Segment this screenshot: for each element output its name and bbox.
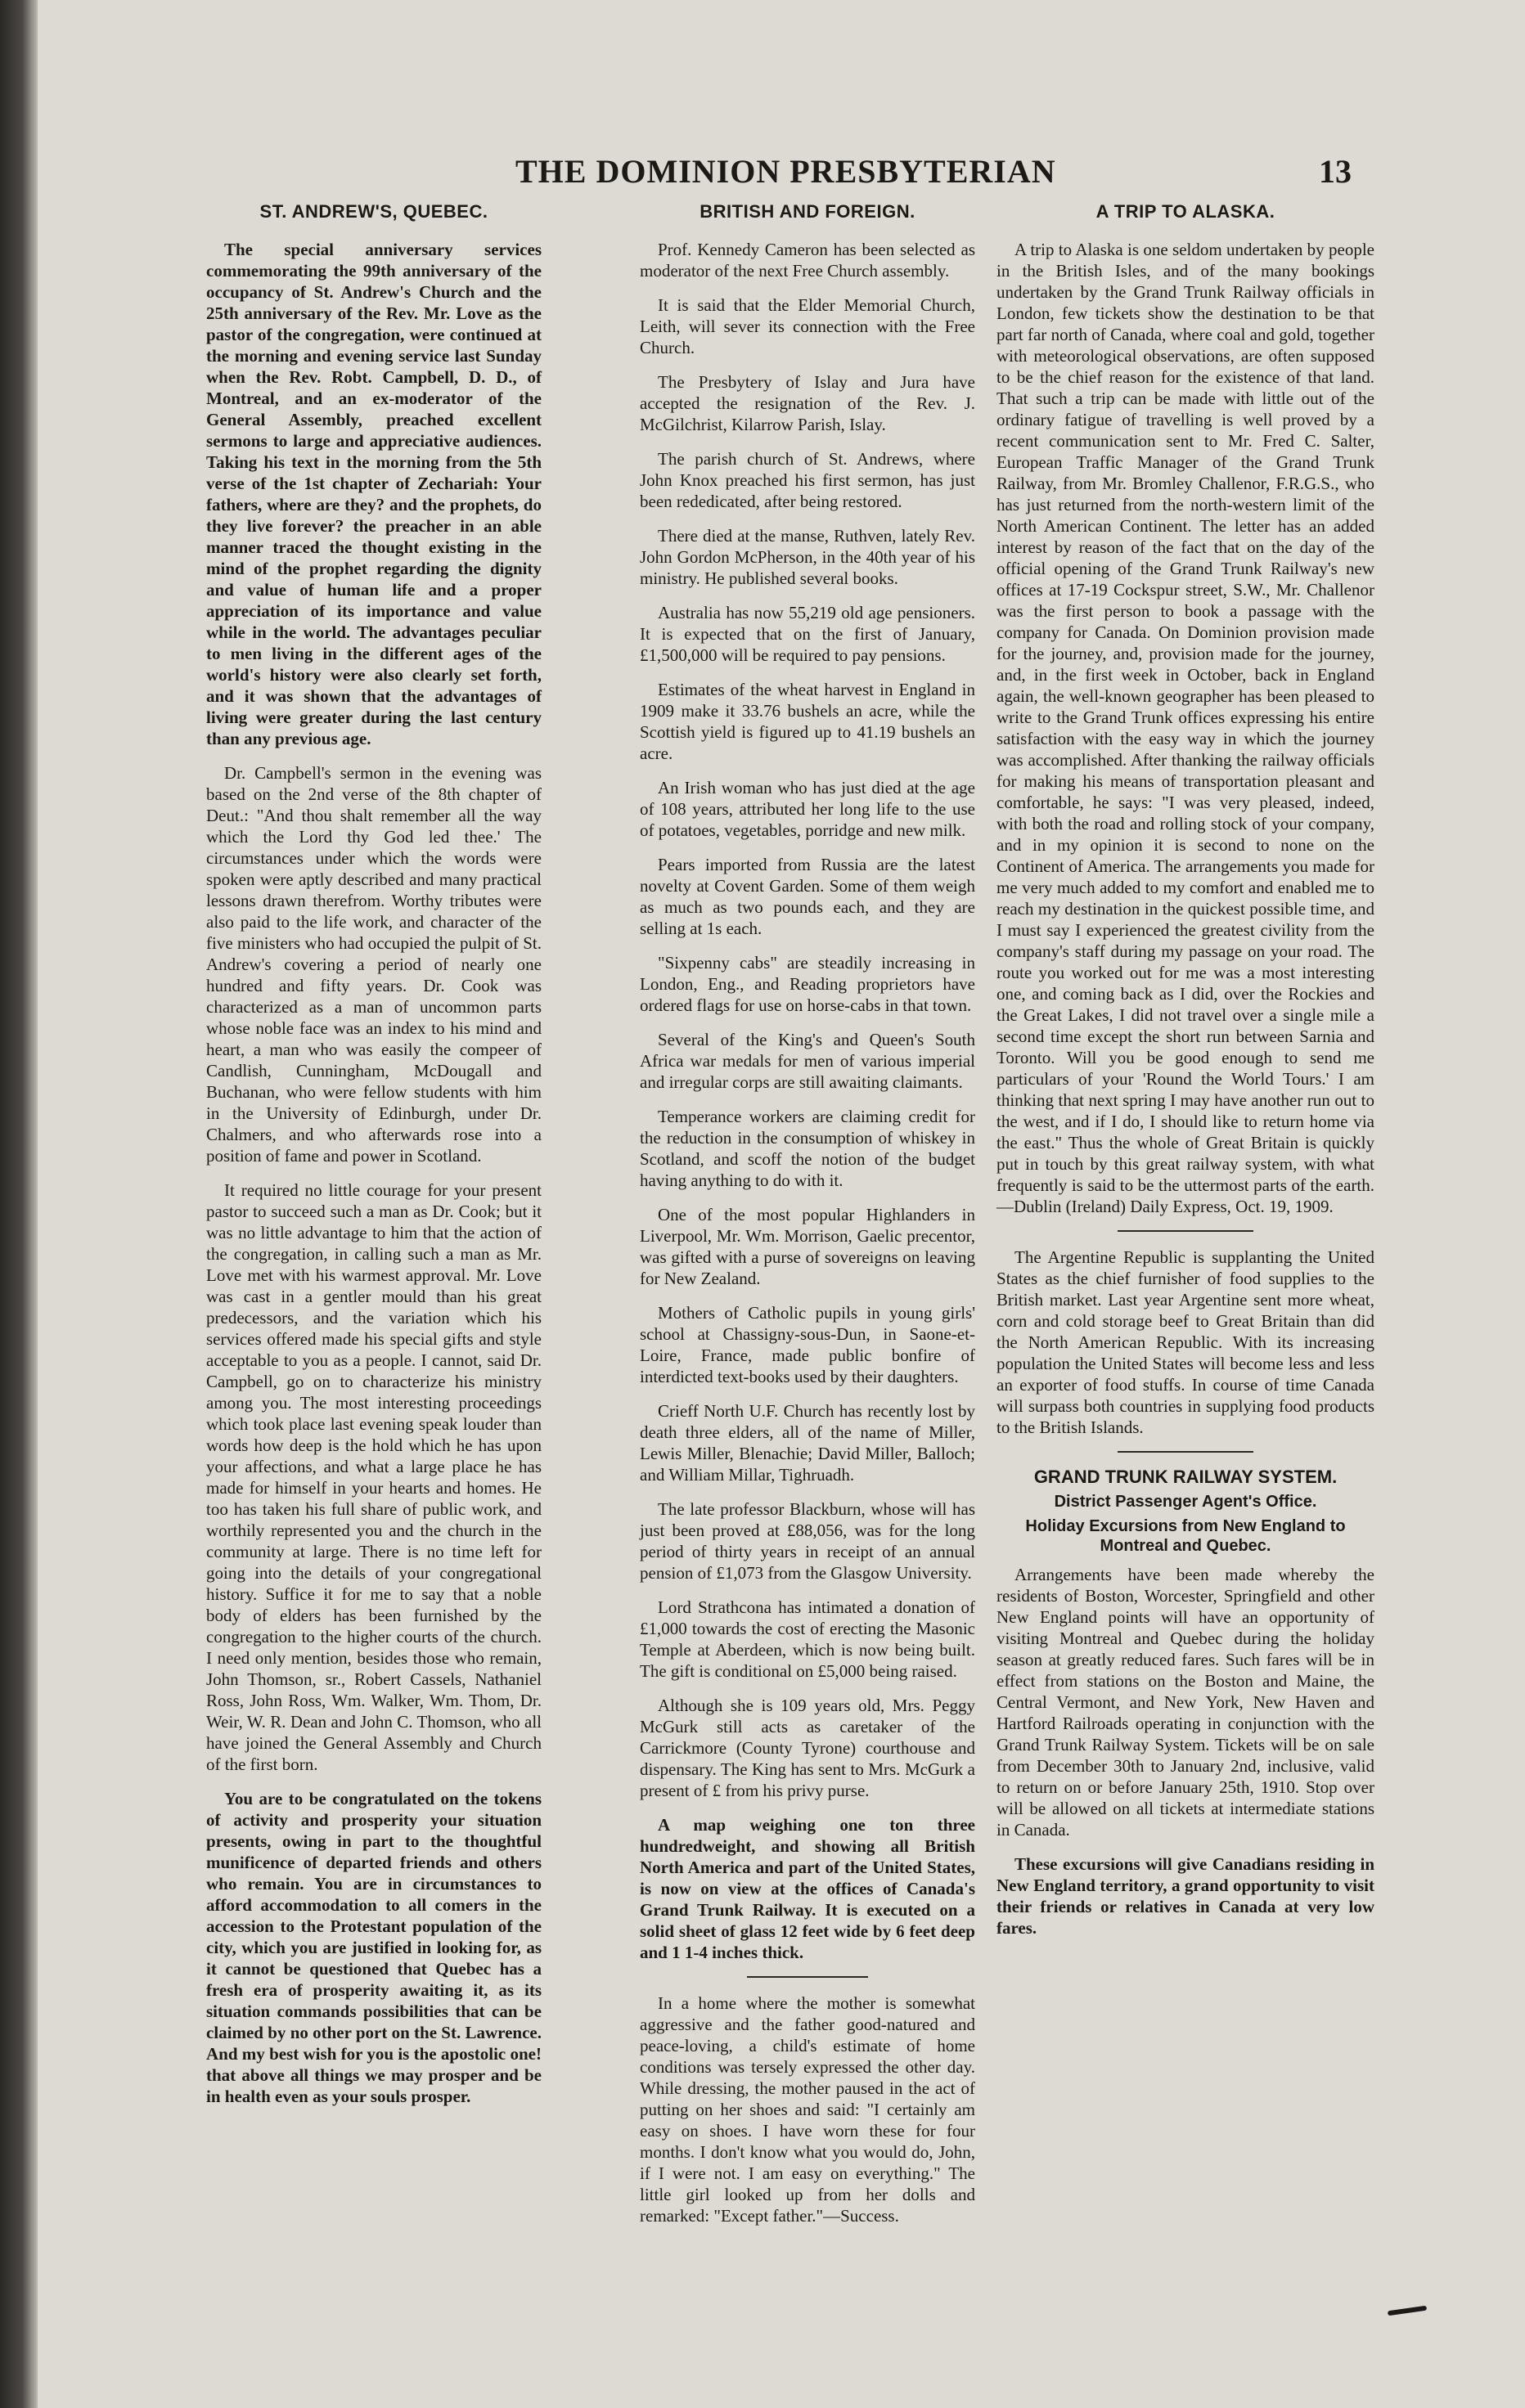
article-paragraph: You are to be congratulated on the tokens of activity and prosperity your situation presents, owing in part to the thoughtful munificence of departed friends and others who remain. You are in circumstances to afford accommodation to all comers in the accession to the Protestant population of the city, which you are justified in looking for, as it cannot be questioned that Quebec has a fresh era of prosperity awaiting it, as its situation commands possibilities that can be claimed by no other port on the St. Lawrence. And my best wish for you is the apostolic one! that above all things we may prosper and be in health even as your souls prosper. [206,1789,542,2106]
article-paragraph: A trip to Alaska is one seldom undertaken by people in the British Isles, and of the many bookings undertaken by the Grand Trunk Railway officials in London, few tickets show the destination to be that part far north of Canada, where coal and gold, together with meteorological observations, are often supposed to be the chief reason for the existence of that land. That such a trip can be made with little out of the ordinary fatigue of travelling is well proved by a recent communication sent to Mr. Fred C. Salter, European Traffic Manager of the Grand Trunk Railway, from Mr. Bromley Challenor, F.R.G.S., who has just returned from the north-western limit of the North American Continent. The letter has an added interest by reason of the fact that on the day of the official opening of the Grand Trunk Railway's new offices at 17-19 Cockspur street, S.W., Mr. Challenor was the first person to book a passage with the company for Canada. On Dominion provision made for the journey, and, provision made for the journey, and, in the first week in October, back in England again, the well-known geographer has been pleased to write to the Grand Trunk offices expressing his entire satisfaction with the easy way in which the journey was accomplished. After thanking the railway officials for making his means of transportation pleasant and comfortable, he says: "I was very pleased, indeed, with both the road and rolling stock of your company, and in my opinion it is second to none on the Continent of America. The arrangements you made for me very much added to my comfort and enabled me to reach my destination in the quickest possible time, and I must say I experienced the greatest civility from the company's staff during my passage on your road. The route you worked out for me was a most interesting one, and coming back as I did, over the Rockies and the Great Lakes, I did not travel over a single mile a second time except the short run between Sarnia and Toronto. Will you be good enough to send me particulars of your 'Round the World Tours.' I am thinking that next spring I may have another run out to the west, and if I do, I should like to return home via the east." Thus the whole of Great Britain is quickly put in touch by this great railway system, with what frequently is said to be the uttermost parts of the earth.—Dublin (Ireland) Daily Express, Oct. 19, 1909. [996,240,1374,1216]
news-item: One of the most popular Highlanders in Liverpool, Mr. Wm. Morrison, Gaelic precentor, was gifted with a purse of sovereigns on leaving for New Zealand. [640,1205,975,1288]
divider-rule [1118,1230,1253,1232]
article-paragraph: The special anniversary services commemorating the 99th anniversary of the occupancy of St. Andrew's Church and the 25th anniversary of the Rev. Mr. Love as the pastor of the congregation, were continued at the morning and evening service last Sunday when the Rev. Robt. Campbell, D. D., of Montreal, and an ex-moderator of the General Assembly, preached excellent sermons to large and appreciative audiences. Taking his text in the morning from the 5th verse of the 1st chapter of Zechariah: Your fathers, where are they? and the prophets, do they live forever? the preacher in an able manner traced the thought existing in the mind of the prophet regarding the dignity and value of human life and a proper appreciation of its importance and value while in the world. The advantages peculiar to men living in the different ages of the world's history were also clearly set forth, and it was shown that the advantages of living were greater during the last century than any previous age. [206,240,542,748]
news-item: A map weighing one ton three hundredweight, and showing all British North America and part of the United States, is now on view at the offices of Canada's Grand Trunk Railway. It is executed on a solid sheet of glass 12 feet wide by 6 feet deep and 1 1-4 inches thick. [640,1815,975,1962]
news-item: Lord Strathcona has intimated a donation of £1,000 towards the cost of erecting the Masonic Temple at Aberdeen, which is now being built. The gift is conditional on £5,000 being raised. [640,1597,975,1681]
column-trip-to-alaska [996,201,1374,1952]
article-paragraph: It required no little courage for your present pastor to succeed such a man as Dr. Cook; but it was no little advantage to him that the action of the congregation, in calling such a man as Mr. Love met with his warmest approval. Mr. Love was cast in a gentler mould than his great predecessors, and the variation which his services offered made his special gifts and style acceptable to you as a people. I cannot, said Dr. Campbell, go on to characterize his ministry among you. The most interesting proceedings which took place last evening speak louder than words how deep is the hold which he has upon your affections, and what a large place he has made for himself in your hearts and homes. He too has taken his full share of public work, and worthily represented you and the church in the community at large. There is no time left for going into the details of your congregational history. Suffice it for me to say that a noble body of elders has been furnished by the congregation to the higher courts of the church. I need only mention, besides those who remain, John Thomson, sr., Robert Cassels, Nathaniel Ross, John Ross, Wm. Walker, Wm. Thom, Dr. Weir, W. R. Dean and John C. Thomson, who all have joined the General Assembly and Church of the first born. [206,1180,542,1774]
article-paragraph: These excursions will give Canadians residing in New England territory, a grand opportunity to visit their friends or relatives in Canada at very low fares. [996,1854,1374,1938]
news-item: Although she is 109 years old, Mrs. Peggy McGurk still acts as caretaker of the Carrickmore (County Tyrone) courthouse and dispensary. The King has sent to Mrs. McGurk a present of £ from his privy purse. [640,1696,975,1800]
gtr-title: GRAND TRUNK RAILWAY SYSTEM. [1033,1467,1338,1487]
heading-british-foreign: BRITISH AND FOREIGN. [700,201,915,222]
news-item: Estimates of the wheat harvest in England in 1909 make it 33.76 bushels an acre, while the Scottish yield is figured up to 41.19 bushels an acre. [640,680,975,763]
page-number: 13 [1319,153,1352,190]
news-item: Temperance workers are claiming credit for the reduction in the consumption of whiskey in Scotland, and scoff the notion of the budget having anything to do with it. [640,1107,975,1190]
news-item: Crieff North U.F. Church has recently lost by death three elders, all of the name of Miller, Lewis Miller, Blenachie; David Miller, Balloch; and William Millar, Tighruadh. [640,1401,975,1485]
news-item: An Irish woman who has just died at the age of 108 years, attributed her long life to the use of potatoes, vegetables, porridge and new milk. [640,778,975,840]
heading-st-andrews: ST. ANDREW'S, QUEBEC. [259,201,488,222]
column-st-andrews [206,201,542,2120]
news-item: The late professor Blackburn, whose will has just been proved at £88,056, was for the long period of thirty years in receipt of an annual pension of £1,073 from the Glasgow University. [640,1499,975,1583]
news-item: It is said that the Elder Memorial Church, Leith, will sever its connection with the Free Church. [640,295,975,357]
heading-trip-to-alaska: A TRIP TO ALASKA. [1095,201,1275,222]
column-british-foreign [640,201,975,2240]
article-paragraph: Arrangements have been made whereby the residents of Boston, Worcester, Springfield and other New England points will have an opportunity of visiting Montreal and Quebec during the holiday season at greatly reduced fares. Such fares will be in effect from stations on the Boston and Maine, the Central Vermont, and New York, New Haven and Hartford Railroads operating in conjunction with the Grand Trunk Railway System. Tickets will be on sale from December 30th to January 2nd, inclusive, valid to return on or before January 25th, 1910. Stop over will be allowed on all tickets at intermediate stations in Canada. [996,1565,1374,1840]
news-item: In a home where the mother is somewhat aggressive and the father good-natured and peace-loving, a child's estimate of home conditions was tersely expressed the other day. While dressing, the mother paused in the act of putting on her shoes and said: "I certainly am easy on shoes. I have worn these for four months. I don't know what you would do, John, if I were not. I am easy on everything." The little girl looked up from her dolls and remarked: "Except father."—Success. [640,1993,975,2226]
binding-edge [0,0,38,2408]
news-item: The Presbytery of Islay and Jura have accepted the resignation of the Rev. J. McGilchrist, Kilarrow Parish, Islay. [640,372,975,434]
news-item: Pears imported from Russia are the latest novelty at Covent Garden. Some of them weigh as much as two pounds each, and they are selling at 1s each. [640,855,975,938]
news-item: Prof. Kennedy Cameron has been selected as moderator of the next Free Church assembly. [640,240,975,281]
news-item: "Sixpenny cabs" are steadily increasing in London, Eng., and Reading proprietors have ordered flags for use on horse-cabs in that town. [640,953,975,1015]
gtr-subheading: Holiday Excursions from New England to Montreal and Quebec. [1025,1517,1346,1555]
news-item: Mothers of Catholic pupils in young girls' school at Chassigny-sous-Dun, in Saone-et-Loire, France, made public bonfire of interdicted text-books used by their daughters. [640,1303,975,1386]
news-item: Several of the King's and Queen's South Africa war medals for men of various imperial and irregular corps are still awaiting claimants. [640,1030,975,1092]
divider-rule [1118,1451,1253,1453]
divider-rule [747,1976,868,1978]
news-item: There died at the manse, Ruthven, lately Rev. John Gordon McPherson, in the 40th year of his ministry. He published several books. [640,526,975,588]
news-item: The parish church of St. Andrews, where John Knox preached his first sermon, has just been rededicated, after being restored. [640,449,975,511]
gtr-subtitle: District Passenger Agent's Office. [1054,1493,1317,1511]
masthead-title: THE DOMINION PRESBYTERIAN [515,153,1056,190]
news-item: Australia has now 55,219 old age pensioners. It is expected that on the first of January, £1,500,000 will be required to pay pensions. [640,603,975,665]
article-paragraph: The Argentine Republic is supplanting the United States as the chief furnisher of food supplies to the British market. Last year Argentine sent more wheat, corn and cold storage beef to Great Britain than did the North American Republic. With its increasing population the United States will become less and less an exporter of food stuffs. In course of time Canada will surpass both countries in supplying food products to the British Islands. [996,1247,1374,1437]
ink-mark [1388,2306,1427,2316]
article-paragraph: Dr. Campbell's sermon in the evening was based on the 2nd verse of the 8th chapter of Deut.: "And thou shalt remember all the way which the Lord thy God led thee.' The circumstances under which the words were spoken were aptly described and many practical lessons drawn therefrom. Worthy tributes were also paid to the life work, and character of the five ministers who had occupied the pulpit of St. Andrew's covering a period of nearly one hundred and fifty years. Dr. Cook was characterized as a man of uncommon parts whose noble face was an index to his mind and heart, a man who was easily the compeer of Candlish, Cunningham, McDougall and Buchanan, who were fellow students with him in the University of Edinburgh, under Dr. Chalmers, and who afterwards rose into a position of fame and power in Scotland. [206,763,542,1166]
